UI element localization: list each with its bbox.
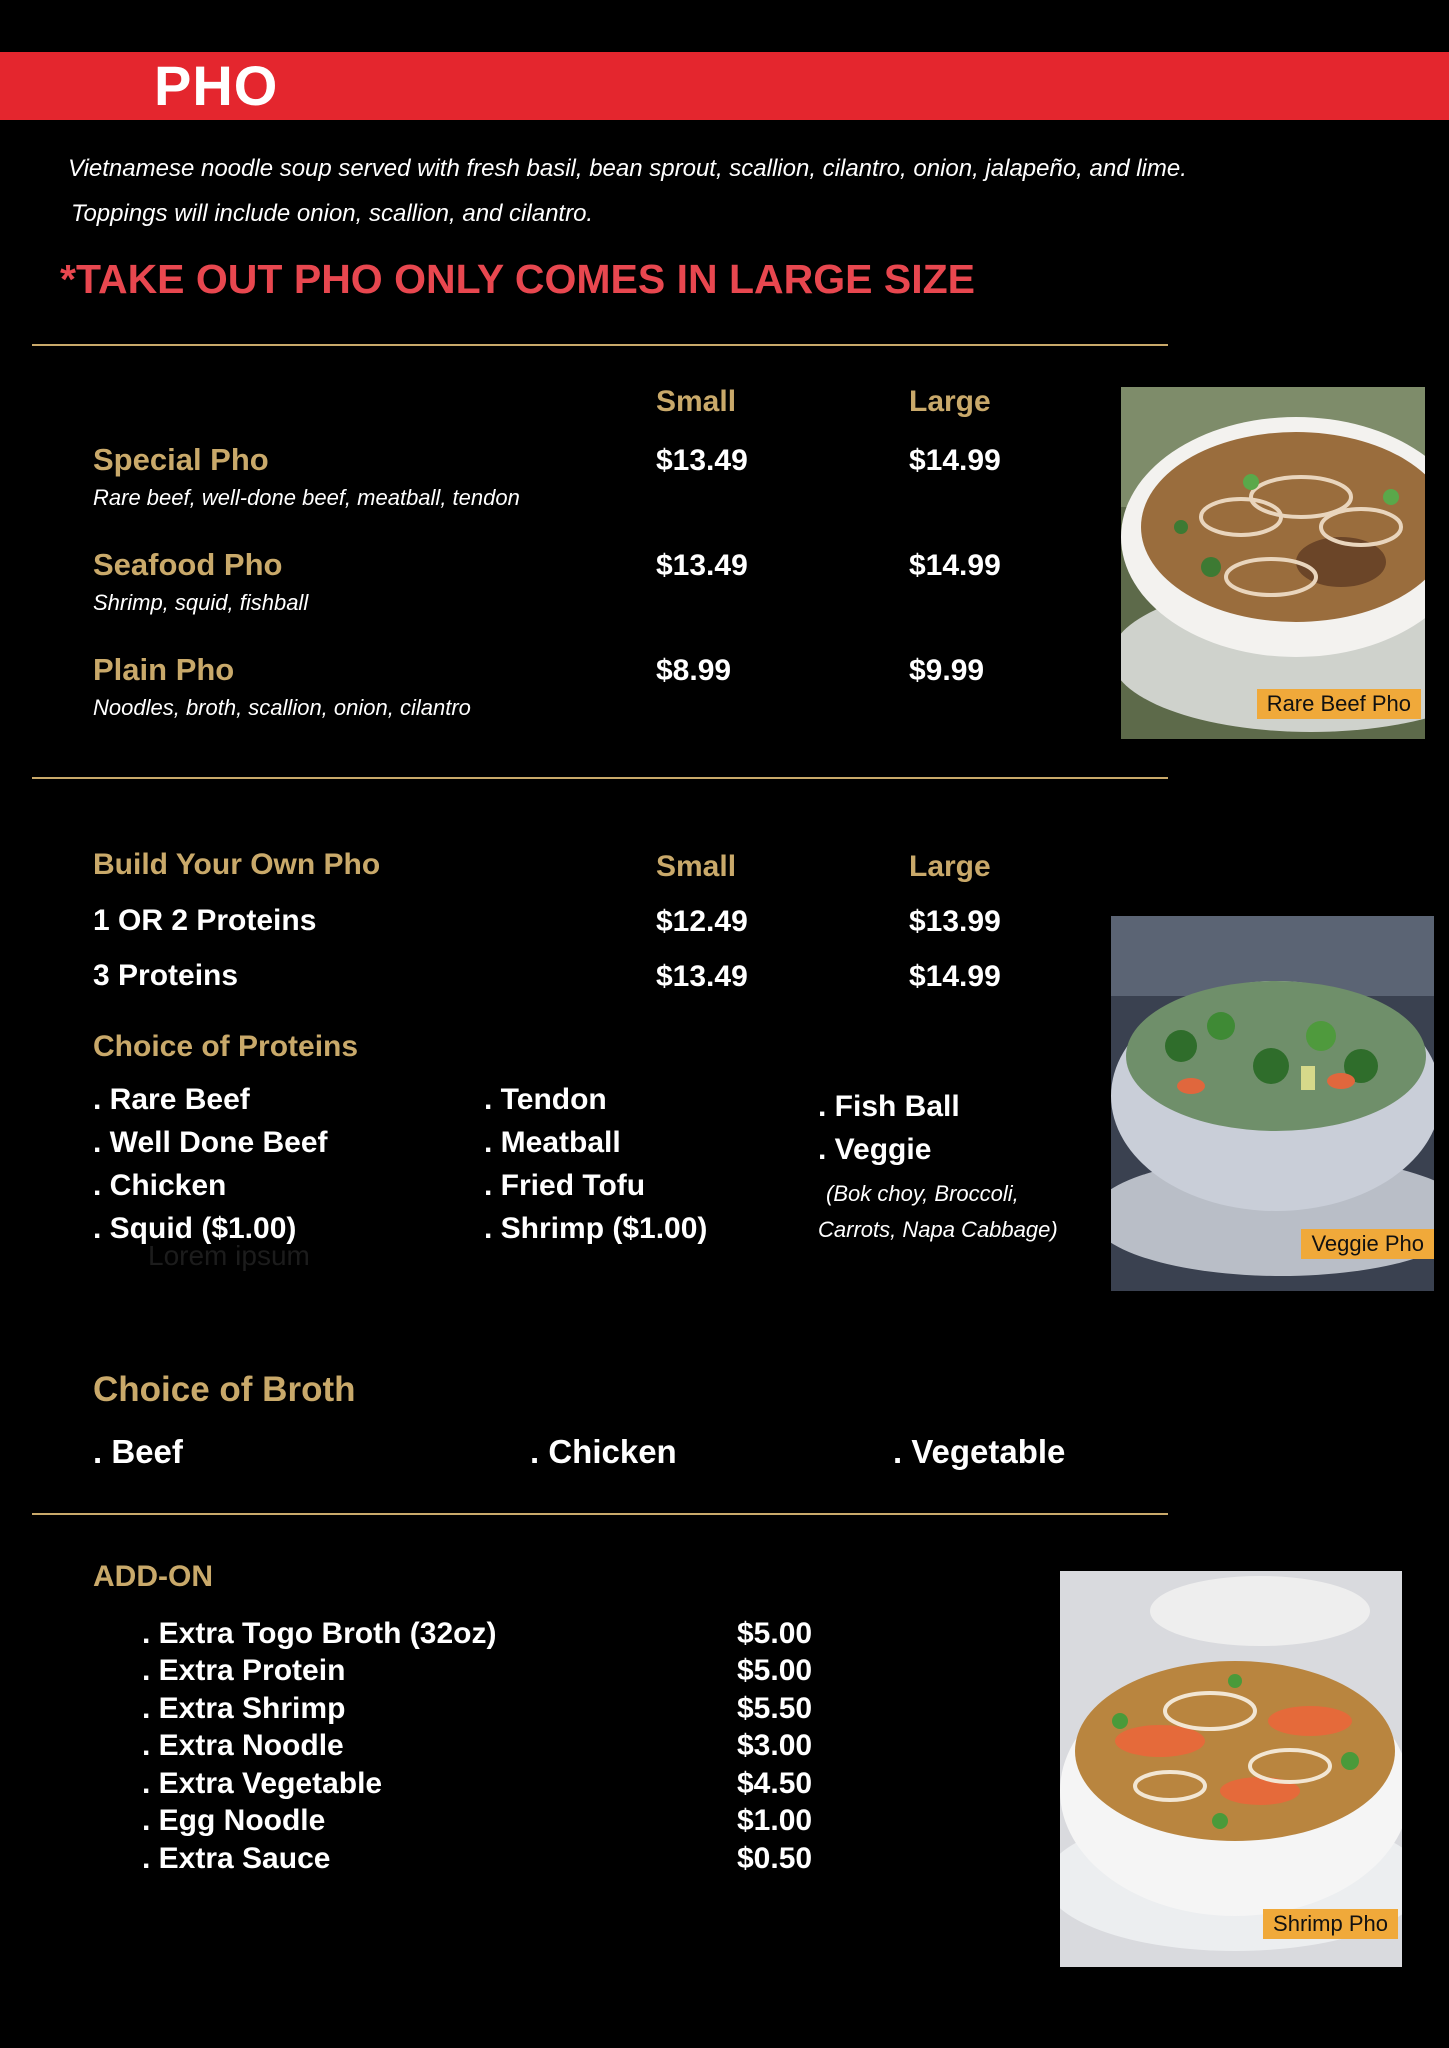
protein-option: . Fried Tofu: [484, 1169, 646, 1202]
addon-item: . Extra Protein: [142, 1654, 346, 1687]
placeholder-text: Lorem ipsum: [148, 1240, 310, 1271]
photo-label: Rare Beef Pho: [1257, 689, 1421, 719]
veggie-pho-photo: [1111, 916, 1434, 1291]
price-small: $12.49: [656, 905, 748, 938]
addon-item: . Extra Noodle: [142, 1729, 344, 1762]
rare-beef-pho-photo: [1121, 387, 1425, 739]
takeout-notice: *TAKE OUT PHO ONLY COMES IN LARGE SIZE: [60, 256, 976, 302]
protein-option: . Tendon: [484, 1083, 607, 1116]
protein-option: . Fish Ball: [818, 1090, 960, 1123]
price-large: $14.99: [909, 444, 1001, 477]
intro-line-1: Vietnamese noodle soup served with fresh basil, bean sprout, scallion, cilantro, onion, jalapeño, and lime.: [68, 155, 1187, 182]
addon-item: . Egg Noodle: [142, 1804, 326, 1837]
price-large: $14.99: [909, 549, 1001, 582]
addon-price: $5.00: [737, 1654, 813, 1687]
col-header-small: Small: [656, 385, 737, 418]
shrimp-pho-photo: [1060, 1571, 1402, 1967]
broth-option: . Vegetable: [893, 1433, 1066, 1470]
protein-option: . Squid ($1.00): [93, 1212, 297, 1245]
addon-price: $3.00: [737, 1729, 813, 1762]
menu-item-desc: Rare beef, well-done beef, meatball, tendon: [93, 485, 520, 510]
addon-item: . Extra Vegetable: [142, 1767, 383, 1800]
col-header-small: Small: [656, 850, 737, 883]
menu-item-desc: Noodles, broth, scallion, onion, cilantro: [93, 695, 471, 720]
addon-price: $5.00: [737, 1617, 813, 1650]
intro-line-2: Toppings will include onion, scallion, and cilantro.: [71, 200, 594, 227]
price-small: $13.49: [656, 960, 748, 993]
addon-price: $5.50: [737, 1692, 813, 1725]
price-large: $14.99: [909, 960, 1001, 993]
col-header-large: Large: [909, 385, 991, 418]
menu-item-name: Seafood Pho: [93, 547, 283, 582]
addon-item: . Extra Sauce: [142, 1842, 331, 1875]
divider: [32, 1513, 1168, 1515]
build-title: Build Your Own Pho: [93, 848, 381, 881]
menu-item-desc: Shrimp, squid, fishball: [93, 590, 309, 615]
build-row-label: 3 Proteins: [93, 959, 239, 992]
broth-option: . Beef: [93, 1433, 183, 1470]
divider: [32, 777, 1168, 779]
price-large: $13.99: [909, 905, 1001, 938]
menu-item-name: Plain Pho: [93, 652, 235, 687]
veggie-note: (Bok choy, Broccoli,: [826, 1181, 1019, 1206]
proteins-title: Choice of Proteins: [93, 1030, 359, 1063]
addon-price: $0.50: [737, 1842, 813, 1875]
price-small: $13.49: [656, 444, 748, 477]
protein-option: . Veggie: [818, 1133, 932, 1166]
protein-option: . Rare Beef: [93, 1083, 250, 1116]
addon-price: $4.50: [737, 1767, 813, 1800]
divider: [32, 344, 1168, 346]
menu-item-name: Special Pho: [93, 442, 269, 477]
photo-label: Veggie Pho: [1301, 1229, 1434, 1259]
protein-option: . Well Done Beef: [93, 1126, 328, 1159]
page-title: PHO: [154, 54, 279, 117]
veggie-note: Carrots, Napa Cabbage): [818, 1217, 1058, 1242]
price-large: $9.99: [909, 654, 985, 687]
addon-item: . Extra Shrimp: [142, 1692, 346, 1725]
build-row-label: 1 OR 2 Proteins: [93, 904, 317, 937]
protein-option: . Chicken: [93, 1169, 227, 1202]
addon-title: ADD-ON: [93, 1560, 213, 1593]
protein-option: . Shrimp ($1.00): [484, 1212, 708, 1245]
price-small: $13.49: [656, 549, 748, 582]
addon-price: $1.00: [737, 1804, 813, 1837]
broth-title: Choice of Broth: [93, 1370, 356, 1409]
broth-option: . Chicken: [530, 1433, 677, 1470]
price-small: $8.99: [656, 654, 732, 687]
photo-label: Shrimp Pho: [1263, 1909, 1398, 1939]
addon-item: . Extra Togo Broth (32oz): [142, 1617, 497, 1650]
protein-option: . Meatball: [484, 1126, 621, 1159]
col-header-large: Large: [909, 850, 991, 883]
